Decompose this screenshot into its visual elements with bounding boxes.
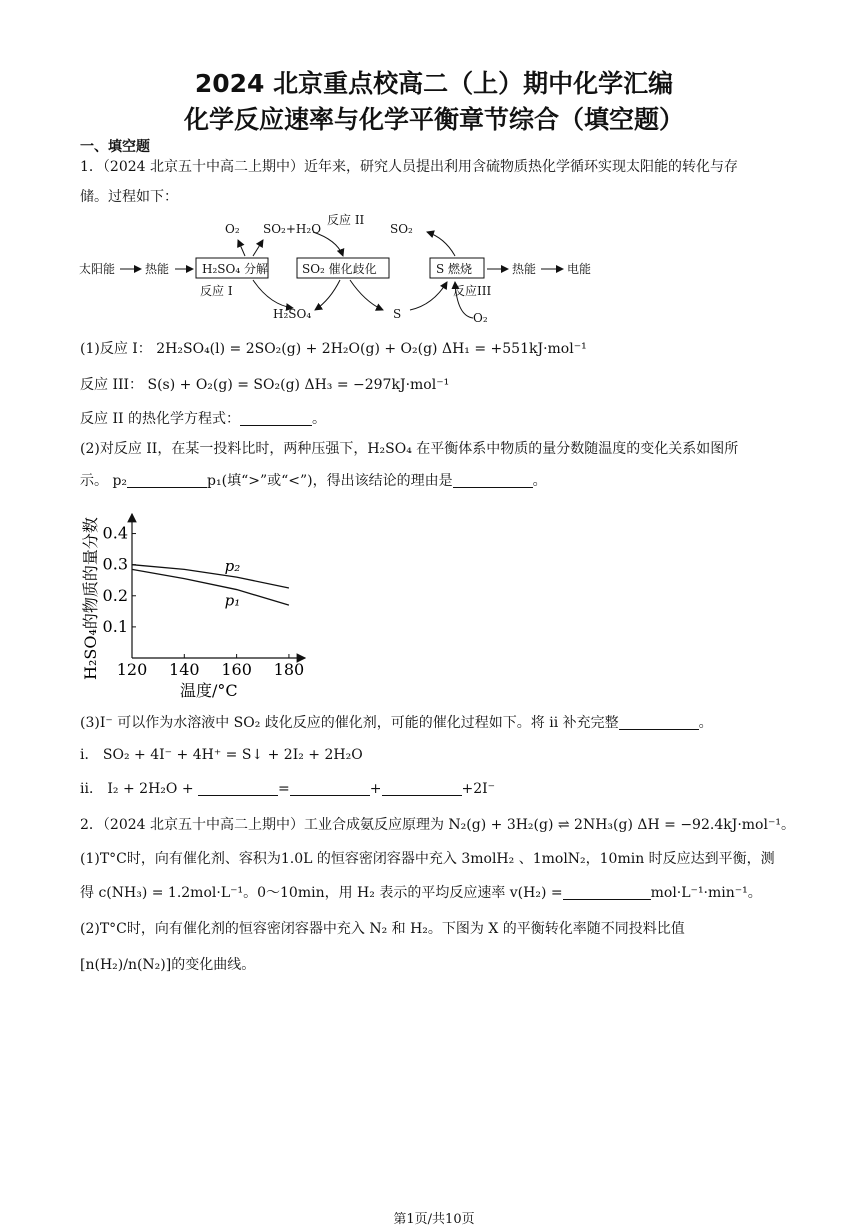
q1-part2-line2 (80, 470, 547, 490)
page-subtitle: 化学反应速率与化学平衡章节综合（填空题） (183, 105, 684, 134)
heat-label: 热能 (145, 262, 170, 276)
reaction3-equation: S(s) + O₂(g) = SO₂(g) ΔH₃ = −297kJ·mol⁻¹ (147, 377, 450, 393)
q1-part1 (80, 338, 587, 358)
q1-reaction3-label: 反应 III： (80, 377, 144, 393)
period-mark: 。 (532, 473, 547, 489)
q2-part2-line1: (2)T°C时，向有催化剂的恒容密闭容器中充入 N₂ 和 H₂。下图为 X 的平衡转化率随不同投料比值 (80, 921, 685, 937)
p1-comparison-text: p₁(填“>”或“<”)，得出该结论的理由是 (207, 473, 453, 489)
o2-bottom-label: O₂ (473, 311, 488, 325)
heat2-label: 热能 (512, 262, 537, 276)
answer-blank-step-ii[interactable] (619, 715, 699, 730)
y-tick-label: 0.4 (102, 523, 128, 543)
series-line-p1 (132, 569, 289, 605)
answer-blank-reaction2[interactable] (240, 411, 312, 426)
solar-label: 太阳能 (79, 262, 116, 276)
answer-blank-compare[interactable] (127, 473, 207, 488)
reaction3-label: 反应III (453, 284, 492, 298)
step-ii-eq-sign: = (278, 781, 290, 797)
step-ii-plus: + (369, 781, 382, 797)
reaction2-prompt-text: 反应 II 的热化学方程式： (80, 411, 240, 427)
q1-intro-line2: 储。过程如下： (80, 189, 178, 205)
x-tick-label: 180 (273, 660, 305, 679)
x-tick-label: 160 (221, 660, 252, 679)
s-bottom-label: S (393, 307, 402, 321)
o2-top-label: O₂ (225, 222, 240, 236)
y-tick-label: 0.3 (102, 554, 128, 574)
reaction1-label: 反应 I (200, 284, 233, 298)
answer-blank-rate[interactable] (563, 885, 651, 900)
q2-part1-line2 (80, 882, 762, 902)
q2-rate-unit: mol·L⁻¹·min⁻¹。 (650, 885, 762, 901)
box2-label: SO₂ 催化歧化 (302, 262, 377, 276)
so2-h2o-label: SO₂+H₂O (263, 222, 322, 236)
mole-fraction-chart (80, 500, 320, 705)
h2so4-bottom-label: H₂SO₄ (273, 307, 312, 321)
q2-part2-line2: [n(H₂)/n(N₂)]的变化曲线。 (80, 957, 256, 973)
series-label-p1: p₁ (224, 591, 241, 610)
step-ii-end: +2I⁻ (461, 781, 496, 797)
x-tick-label: 120 (116, 660, 148, 679)
q2-part1-line1: (1)T°C时，向有催化剂、容积为1.0L 的恒容密闭容器中充入 3molH₂ 、1molN₂，10min 时反应达到平衡，测 (80, 851, 775, 867)
electric-label: 电能 (567, 262, 592, 276)
y-tick-label: 0.1 (102, 616, 128, 636)
step-ii-lhs: ii． I₂ + 2H₂O + (80, 781, 194, 797)
y-tick-label: 0.2 (102, 585, 128, 605)
answer-blank-ii-3[interactable] (382, 781, 462, 796)
page-footer: 第1页/共10页 (393, 1212, 475, 1227)
q1-intro-line1: 1．（2024 北京五十中高二上期中）近年来，研究人员提出利用含硫物质热化学循环实现太阳能的转化与存 (80, 159, 738, 175)
q2-intro: 2．（2024 北京五十中高二上期中）工业合成氨反应原理为 N₂(g) + 3H₂(g) ⇌ 2NH₃(g) ΔH = −92.4kJ·mol⁻¹。 (80, 817, 795, 833)
so2-top-label: SO₂ (390, 222, 413, 236)
q1-reaction2-prompt (80, 408, 326, 428)
x-axis-label: 温度/°C (180, 681, 238, 700)
period-mark: 。 (698, 715, 713, 731)
q1-part3 (80, 712, 713, 732)
box1-label: H₂SO₄ 分解 (202, 262, 268, 276)
q1-part3-text: (3)I⁻ 可以作为水溶液中 SO₂ 歧化反应的催化剂，可能的催化过程如下。将 ii 补充完整 (80, 715, 619, 731)
process-diagram (75, 210, 615, 330)
q2-rate-text: 得 c(NH₃) = 1.2mol·L⁻¹。0～10min，用 H₂ 表示的平均反应速率 v(H₂) = (80, 885, 563, 901)
answer-blank-ii-1[interactable] (198, 781, 278, 796)
page-title: 2024 北京重点校高二（上）期中化学汇编 (194, 69, 674, 98)
period-mark: 。 (311, 411, 326, 427)
step-ii (80, 778, 495, 798)
answer-blank-ii-2[interactable] (290, 781, 370, 796)
series-label-p2: p₂ (224, 557, 241, 576)
q1-part2-line1: (2)对反应 II，在某一投料比时，两种压强下，H₂SO₄ 在平衡体系中物质的量分数随温度的变化关系如图所 (80, 441, 739, 457)
q1-reaction3 (80, 374, 449, 394)
answer-blank-reason[interactable] (453, 473, 533, 488)
q1-part1-label: (1)反应 I： (80, 341, 152, 357)
section-heading: 一、填空题 (80, 139, 150, 155)
y-axis-label: H₂SO₄的物质的量分数 (81, 517, 100, 680)
x-tick-label: 140 (169, 660, 200, 679)
box3-label: S 燃烧 (436, 262, 473, 276)
reaction2-label: 反应 II (327, 213, 365, 227)
step-i-equation: i． SO₂ + 4I⁻ + 4H⁺ = S↓ + 2I₂ + 2H₂O (80, 747, 363, 763)
p2-symbol: 示。 p₂ (80, 473, 128, 489)
reaction1-equation: 2H₂SO₄(l) = 2SO₂(g) + 2H₂O(g) + O₂(g) ΔH₁ = +551kJ·mol⁻¹ (156, 341, 587, 357)
